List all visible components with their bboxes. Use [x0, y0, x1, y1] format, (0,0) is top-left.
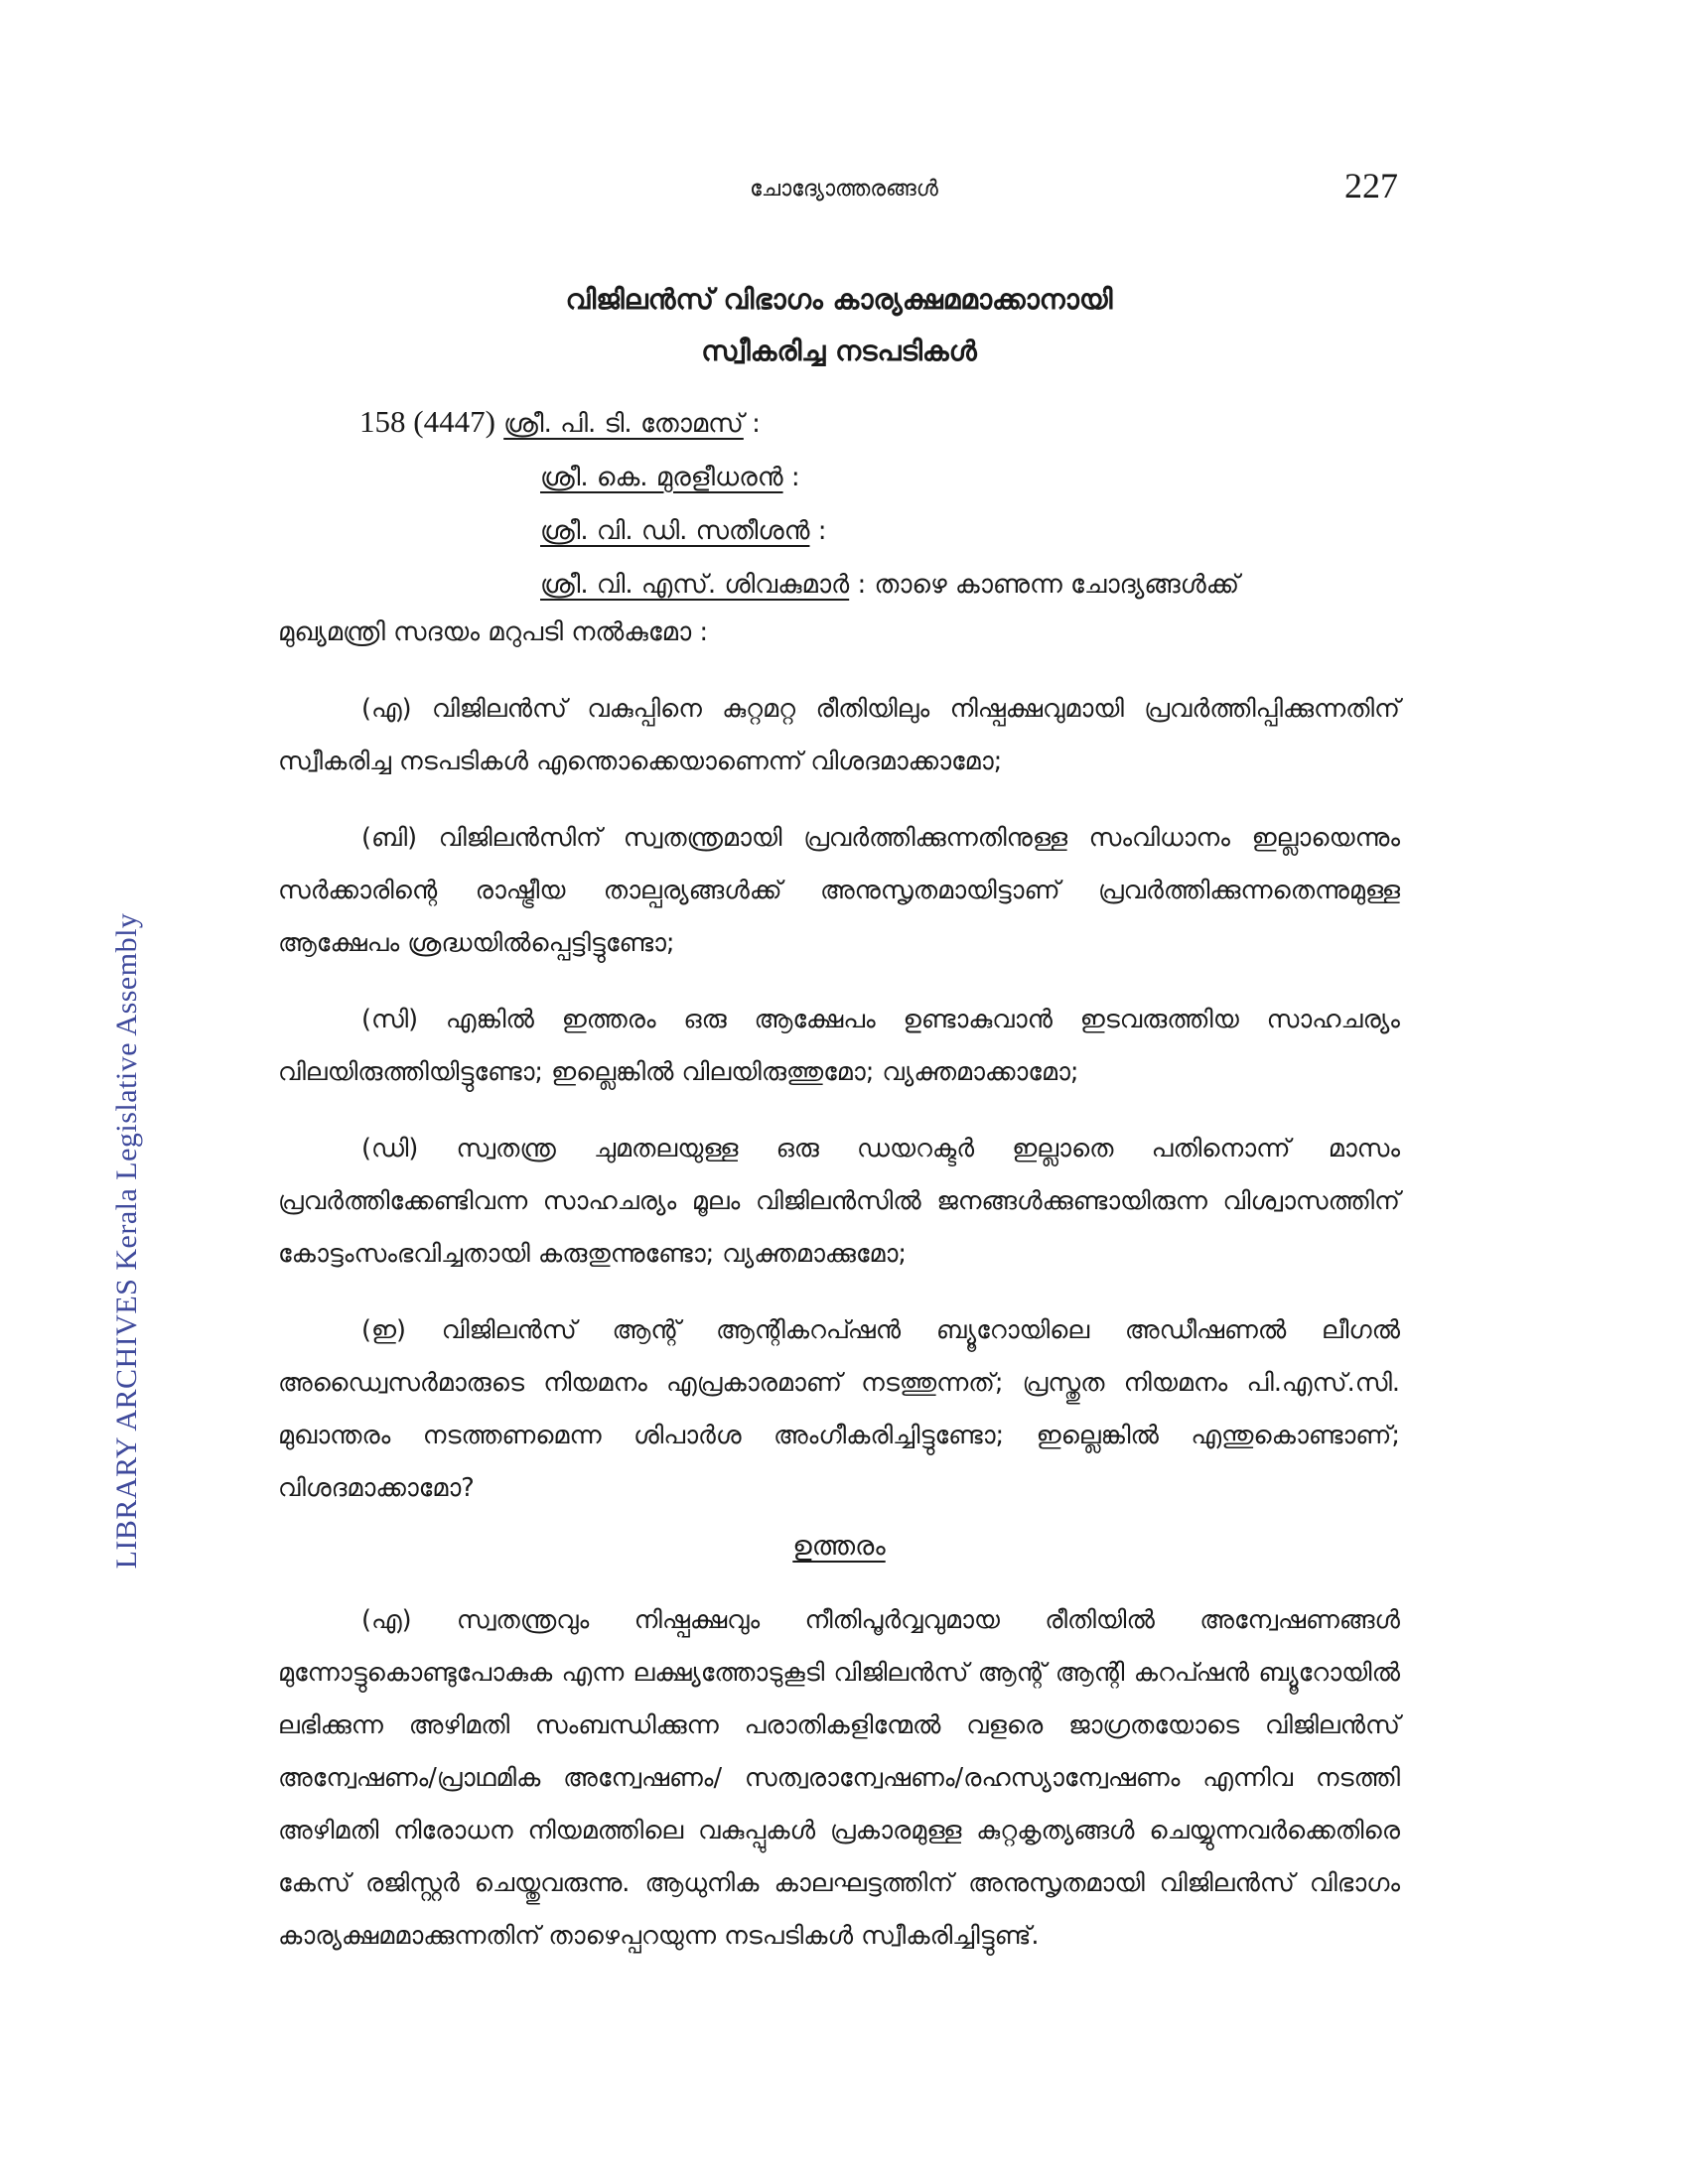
question-parts — [278, 683, 1400, 1539]
question-title — [278, 274, 1400, 377]
member-row — [359, 395, 1404, 451]
answer-part-a: (എ) സ്വതന്ത്രവും നിഷ്പക്ഷവും നീതിപൂർവ്വവുമായ രീതിയിൽ അന്വേഷണങ്ങൾ മുന്നോട്ടുകൊണ്ടുപോകുക എന്ന ലക്ഷ്യത്തോടുകൂടി വിജിലൻസ് ആന്റ് ആന്റി കറപ്ഷൻ ബ്യൂറോയിൽ ലഭിക്കുന്ന അഴിമതി സംബന്ധിക്കുന്ന പരാതികളിന്മേൽ വളരെ ജാഗ്രതയോടെ വിജിലൻസ് അന്വേഷണം/പ്രാഥമിക അന്വേഷണം/ സത്വരാന്വേഷണം/രഹസ്യാന്വേഷണം എന്നിവ നടത്തി അഴിമതി നിരോധന നിയമത്തിലെ വകുപ്പുകൾ പ്രകാരമുള്ള കുറ്റകൃത്യങ്ങൾ ചെയ്യുന്നവർക്കെതിരെ കേസ് രജിസ്റ്റർ ചെയ്തുവരുന്നു. ആധുനിക കാലഘട്ടത്തിന് അനുസൃതമായി വിജിലൻസ് വിഭാഗം കാര്യക്ഷമമാക്കുന്നതിന് താഴെപ്പറയുന്ന നടപടികൾ സ്വീകരിച്ചിട്ടുണ്ട്. — [278, 1605, 1400, 1951]
page-header — [0, 166, 1688, 208]
member-row — [359, 504, 1404, 558]
member-name: ശ്രീ. കെ. മുരളീധരൻ — [540, 463, 783, 492]
watermark-text: LIBRARY ARCHIVES Kerala Legislative Assembly — [110, 912, 143, 1570]
member-name: ശ്രീ. വി. എസ്. ശിവകുമാർ — [540, 570, 850, 600]
question-part-c: (സി) എങ്കിൽ ഇത്തരം ഒരു ആക്ഷേപം ഉണ്ടാകുവാൻ ഇടവരുത്തിയ സാഹചര്യം വിലയിരുത്തിയിട്ടുണ്ടോ; ഇല്ലെങ്കിൽ വിലയിരുത്തുമോ; വ്യക്തമാക്കാമോ; — [278, 1005, 1400, 1087]
question-part-a: (എ) വിജിലൻസ് വകുപ്പിനെ കുറ്റമറ്റ രീതിയിലും നിഷ്പക്ഷവുമായി പ്രവർത്തിപ്പിക്കുന്നതിന് സ്വീകരിച്ച നടപടികൾ എന്തൊക്കെയാണെന്ന് വിശദമാക്കാമോ; — [278, 694, 1400, 776]
member-list — [359, 395, 1404, 612]
member-separator: : — [743, 409, 761, 439]
title-line-1: വിജിലൻസ് വിഭാഗം കാര്യക്ഷമമാക്കാനായി — [565, 283, 1113, 316]
member-row — [359, 451, 1404, 504]
title-line-2: സ്വീകരിച്ച നടപടികൾ — [701, 335, 977, 367]
member-name: ശ്രീ. പി. ടി. തോമസ് — [503, 409, 744, 439]
question-number: 158 (4447) — [359, 404, 495, 439]
answer-parts — [278, 1594, 1400, 1986]
running-title: ചോദ്യോത്തരങ്ങൾ — [750, 177, 938, 202]
answer-heading-text: ഉത്തരം — [792, 1531, 886, 1562]
intro-tail: : താഴെ കാണുന്ന ചോദ്യങ്ങൾക്ക് — [849, 570, 1240, 600]
answer-heading — [278, 1531, 1400, 1563]
member-separator: : — [809, 516, 827, 546]
question-part-b: (ബി) വിജിലൻസിന് സ്വതന്ത്രമായി പ്രവർത്തിക്കുന്നതിനുള്ള സംവിധാനം ഇല്ലായെന്നും സർക്കാരിന്റെ രാഷ്ട്രീയ താല്പര്യങ്ങൾക്ക് അനുസൃതമായിട്ടാണ് പ്രവർത്തിക്കുന്നതെന്നുമുള്ള ആക്ഷേപം ശ്രദ്ധയിൽപ്പെട്ടിട്ടുണ്ടോ; — [278, 823, 1400, 958]
member-separator: : — [782, 463, 800, 492]
member-name: ശ്രീ. വി. ഡി. സതീശൻ — [540, 516, 810, 546]
member-row — [359, 558, 1404, 612]
question-part-e: (ഇ) വിജിലൻസ് ആന്റ് ആന്റികറപ്ഷൻ ബ്യൂറോയിലെ അഡീഷണൽ ലീഗൽ അഡ്വൈസർമാരുടെ നിയമനം എപ്രകാരമാണ് നടത്തുന്നത്; പ്രസ്തുത നിയമനം പി.എസ്.സി. മുഖാന്തരം നടത്തണമെന്ന ശിപാർശ അംഗീകരിച്ചിട്ടുണ്ടോ; ഇല്ലെങ്കിൽ എന്തുകൊണ്ടാണ്; വിശദമാക്കാമോ? — [278, 1315, 1400, 1503]
page-number: 227 — [1344, 166, 1398, 205]
intro-continuation: മുഖ്യമന്ത്രി സദയം മറുപടി നൽകുമോ : — [278, 617, 709, 647]
question-part-d: (ഡി) സ്വതന്ത്ര ചുമതലയുള്ള ഒരു ഡയറക്ടർ ഇല്ലാതെ പതിനൊന്ന് മാസം പ്രവർത്തിക്കേണ്ടിവന്ന സാഹചര്യം മൂലം വിജിലൻസിൽ ജനങ്ങൾക്കുണ്ടായിരുന്ന വിശ്വാസത്തിന് കോട്ടംസംഭവിച്ചതായി കരുതുന്നുണ്ടോ; വ്യക്തമാക്കുമോ; — [278, 1134, 1400, 1269]
